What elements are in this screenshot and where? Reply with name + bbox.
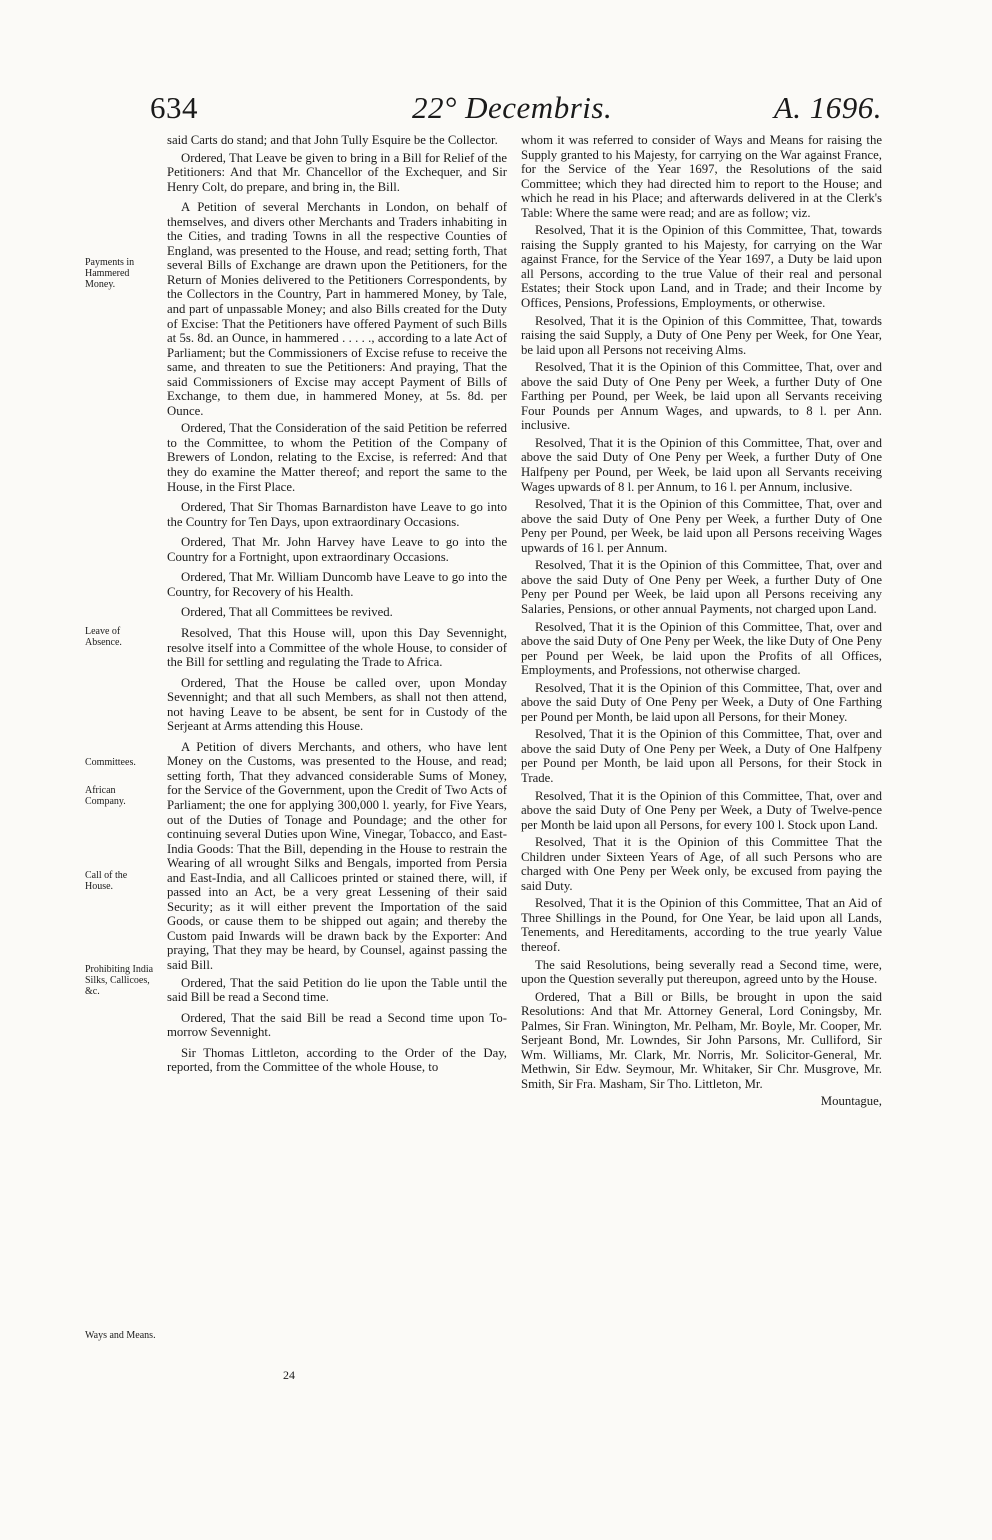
- paragraph: Resolved, That it is the Opinion of this Committee, That, over and above the said Duty of One Peny per Week, the like Duty of One Peny per Pound per Week, be laid upon the Profits of all Offices, Employments, and Professions, not otherwise charged.: [521, 619, 882, 678]
- paragraph: Ordered, That the Consideration of the said Petition be referred to the Committee, to whom the Petition of the Company of Brewers of London, relating to the Excise, is referred: And that they do examine the Matter thereof; and report the same to the House, in the First Place.: [167, 421, 507, 494]
- margin-note-call: Call of the House.: [85, 870, 128, 892]
- paragraph: whom it was referred to consider of Ways and Means for raising the Supply granted to his Majesty, for carrying on the War against France, for the Service of the Year 1697, the Resolutions of the said Committee; which they had directed him to report to the House; and which he read in his Place; and afterwards delivered in at the Clerk's Table: Where the same were read; and are as follow; viz.: [521, 133, 882, 220]
- paragraph: Resolved, That it is the Opinion of this Committee, That, over and above the said Duty of One Peny per Week, a Duty of Twelve-pence per Month be laid upon all Persons, for every 100 l. Stock upon Land.: [521, 788, 882, 832]
- signature-mark: 24: [283, 1368, 295, 1382]
- margin-note-committees: Committees.: [85, 757, 136, 768]
- paragraph: Resolved, That it is the Opinion of this Committee, That, over and above the said Duty of One Peny per Week, a further Duty of One Halfpeny per Pound, per Week, be laid upon all Servants receiving Wages upwards of 8 l. per Annum, to 16 l. per Annum, inclusive.: [521, 435, 882, 494]
- margin-note-prohibiting: Prohibiting India Silks, Callicoes, &c.: [85, 964, 154, 997]
- paragraph: Resolved, That it is the Opinion of this Committee, That, towards raising the Supply granted to his Majesty, for carrying on the War against France, for the Service of the Year 1697, a Duty be laid upon all Persons, according to the true Value of their real and personal Estates; their Stock upon Land, and in Trade; and their Income by Offices, Pensions, Professions, Employments, or otherwise.: [521, 223, 882, 311]
- margin-note-payments: Payments in Hammered Money.: [85, 257, 135, 290]
- running-header: [150, 80, 882, 126]
- catchword: Mountague,: [820, 1094, 882, 1109]
- left-column: [167, 133, 507, 1078]
- paragraph: said Carts do stand; and that John Tully Esquire be the Collector.: [167, 133, 498, 147]
- paragraph: Resolved, That it is the Opinion of this Committee, That, over and above the said Duty of One Peny per Week, a further Duty of One Peny per Pound, per Week, be laid upon all Persons receiving Wages upwards of 16 l. per Annum.: [521, 497, 882, 555]
- paragraph: Ordered, That Sir Thomas Barnardiston have Leave to go into the Country for Ten Days, upon extraordinary Occasions.: [167, 500, 507, 529]
- paragraph: Ordered, That Mr. John Harvey have Leave to go into the Country for a Fortnight, upon extraordinary Occasions.: [167, 535, 507, 564]
- right-column: [521, 133, 882, 1112]
- margin-note-ways: Ways and Means.: [85, 1330, 156, 1341]
- paragraph: Sir Thomas Littleton, according to the Order of the Day, reported, from the Committee of the whole House, to: [167, 1045, 507, 1075]
- paragraph: Ordered, That Leave be given to bring in a Bill for Relief of the Petitioners: And that Mr. Chancellor of the Exchequer, and Sir Henry Colt, do prepare, and bring in, the Bill.: [167, 150, 507, 194]
- paragraph: Resolved, That it is the Opinion of this Committee, That, over and above the said Duty of One Peny per Week, a further Duty of One Peny per Pound per Week, be laid upon all Persons receiving any Salaries, Pensions, or other annual Payments, not charged upon Land.: [521, 558, 882, 616]
- paragraph: Resolved, That it is the Opinion of this Committee, That, over and above the said Duty of One Peny per Week, a Duty of One Halfpeny per Pound per Month, be laid upon all Persons, for their Stock in Trade.: [521, 727, 882, 785]
- paragraph: A Petition of divers Merchants, and others, who have lent Money on the Customs, was presented to the House, and read; setting forth, That they advanced considerable Sums of Money, for the Service of the Government, upon the Credit of Two Acts of Parliament; the one for applying 300,000 l. yearly, for Five Years, out of the Duties of Tonage and Poundage; and the other for continuing several Duties upon Wine, Vinegar, Tobacco, and East-India Goods: That the Bill, depending in the House to restrain the Wearing of all wrought Silks and Bengals, imported from Persia and East-India, and all Callicoes printed or stained there, will, if passed into an Act, be a very great Lessening of their said Security; as it will either prevent the Importation of the said Goods, or cause them to be shipped out again; and thereby the Custom paid Inwards will be drawn back by the Exporter: And praying, That they may be heard, by Counsel, against passing the said Bill.: [167, 739, 507, 972]
- page-date: 22° Decembris.: [412, 90, 613, 125]
- paragraph: Resolved, That it is the Opinion of this Committee, That, over and above the said Duty of One Peny per Week, a further Duty of One Farthing per Pound, per Week, be laid upon all Servants receiving Four Pounds per Annum Wages, and upwards, to 8 l. per Ann. inclusive.: [521, 360, 882, 433]
- paragraph: Ordered, That the said Bill be read a Second time upon To-morrow Sevennight.: [167, 1010, 507, 1040]
- paragraph: A Petition of several Merchants in London, on behalf of themselves, and divers other Merchants and Traders inhabiting in the Cities, and trading Towns in all the respective Counties of England, was presented to the House, and read; setting forth, That several Bills of Exchange are drawn upon the Petitioners, for the Return of Monies delivered to the Petitioners Correspondents, by the Collectors in the Country, Part in hammered Money, by Tale, and part of unpassable Money; and also Bills created for the Duty of Excise: That the Petitioners have offered Payment of such Bills at 5s. 8d. an Ounce, in hammered . . . . ., according to a late Act of Parliament; but the Commissioners of Excise refuse to receive the same, and threaten to sue the Petitioners: And praying, That the said Commissioners of Excise may accept Payment of Bills of Exchange, to them due, in hammered Money, at 5s. 8d. per Ounce.: [167, 200, 507, 418]
- margin-note-leave: Leave of Absence.: [85, 626, 122, 648]
- paragraph: Ordered, That the said Petition do lie upon the Table until the said Bill be read a Second time.: [167, 975, 507, 1005]
- page-number: 634: [150, 90, 198, 125]
- paragraph: Resolved, That it is the Opinion of this Committee, That an Aid of Three Shillings in the Pound, for One Year, be laid upon all Lands, Tenements, and Hereditaments, according to the true yearly Value thereof.: [521, 896, 882, 954]
- paragraph: Ordered, That Mr. William Duncomb have Leave to go into the Country, for Recovery of his Health.: [167, 570, 507, 599]
- paragraph: Resolved, That this House will, upon this Day Sevennight, resolve itself into a Committee of the whole House, to consider of the Bill for settling and regulating the Trade to Africa.: [167, 625, 507, 670]
- paragraph: Resolved, That it is the Opinion of this Committee, That, towards raising the said Supply, a Duty of One Peny per Week, for One Year, be laid upon all Persons not receiving Alms.: [521, 313, 882, 357]
- paragraph: The said Resolutions, being severally read a Second time, were, upon the Question severally put thereupon, agreed unto by the House.: [521, 957, 882, 987]
- paragraph: Resolved, That it is the Opinion of this Committee That the Children under Sixteen Years of Age, of all such Persons who are charged with One Peny per Week only, be excused from paying the said Duty.: [521, 835, 882, 893]
- page-year: A. 1696.: [773, 90, 882, 125]
- paragraph: Ordered, That the House be called over, upon Monday Sevennight; and that all such Members, as shall not then attend, not having Leave to be absent, be sent for in Custody of the Serjeant at Arms attending this House.: [167, 675, 507, 734]
- paragraph: Resolved, That it is the Opinion of this Committee, That, over and above the said Duty of One Peny per Week, a Duty of One Farthing per Pound per Month, be laid upon all Persons, for their Money.: [521, 680, 882, 724]
- margin-note-african: African Company.: [85, 785, 126, 807]
- paragraph: Ordered, That a Bill or Bills, be brought in upon the said Resolutions: And that Mr. Attorney General, Lord Coningsby, Mr. Palmes, Sir Fran. Winington, Mr. Pelham, Mr. Boyle, Mr. Cooper, Mr. Serjeant Bond, Mr. Lowndes, Sir John Parsons, Mr. Culliford, Sir Wm. Williams, Mr. Clark, Mr. Norris, Mr. Solicitor-General, Mr. Methwin, Sir Edw. Seymour, Mr. Whitaker, Sir Chr. Musgrove, Mr. Smith, Sir Fra. Masham, Sir Tho. Littleton, Mr.: [521, 989, 882, 1091]
- paragraph: Ordered, That all Committees be revived.: [181, 605, 393, 620]
